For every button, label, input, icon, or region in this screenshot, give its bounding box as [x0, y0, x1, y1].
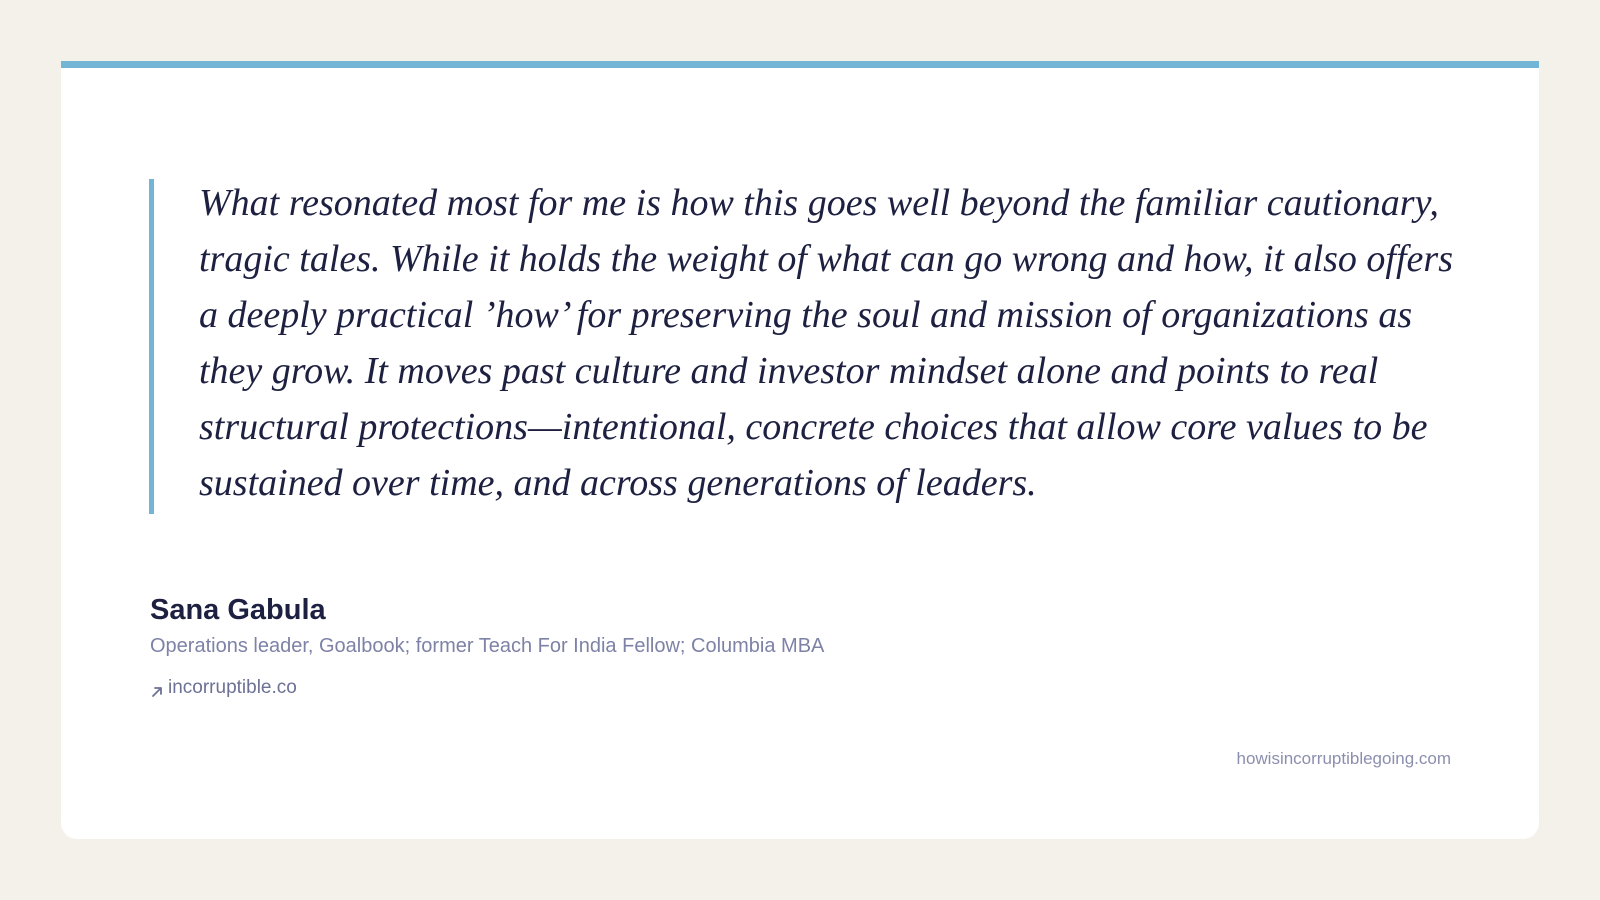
quote-accent-bar [149, 179, 154, 514]
author-website-link[interactable] [150, 675, 297, 701]
testimonial-card [61, 61, 1539, 839]
quote-block [149, 179, 1459, 514]
quote-text: What resonated most for me is how this goes well beyond the familiar cautionary, tragic tales. While it holds the weight of what can go wrong and how, it also offers a deeply practical ’how’ for preserving the soul and mission of organizations as they grow. It moves past culture and investor mindset alone and points to real structural protections—intentional, concrete choices that allow core values to be sustained over time, and across generations of leaders. [199, 182, 1453, 504]
arrow-up-right-icon [150, 681, 164, 695]
author-name: Sana Gabula [150, 594, 326, 626]
card-top-accent-bar [61, 61, 1539, 68]
author-role: Operations leader, Goalbook; former Teach For India Fellow; Columbia MBA [150, 635, 825, 657]
footer-domain: howisincorruptiblegoing.com [1236, 749, 1451, 768]
author-website-link-label: incorruptible.co [168, 677, 297, 698]
